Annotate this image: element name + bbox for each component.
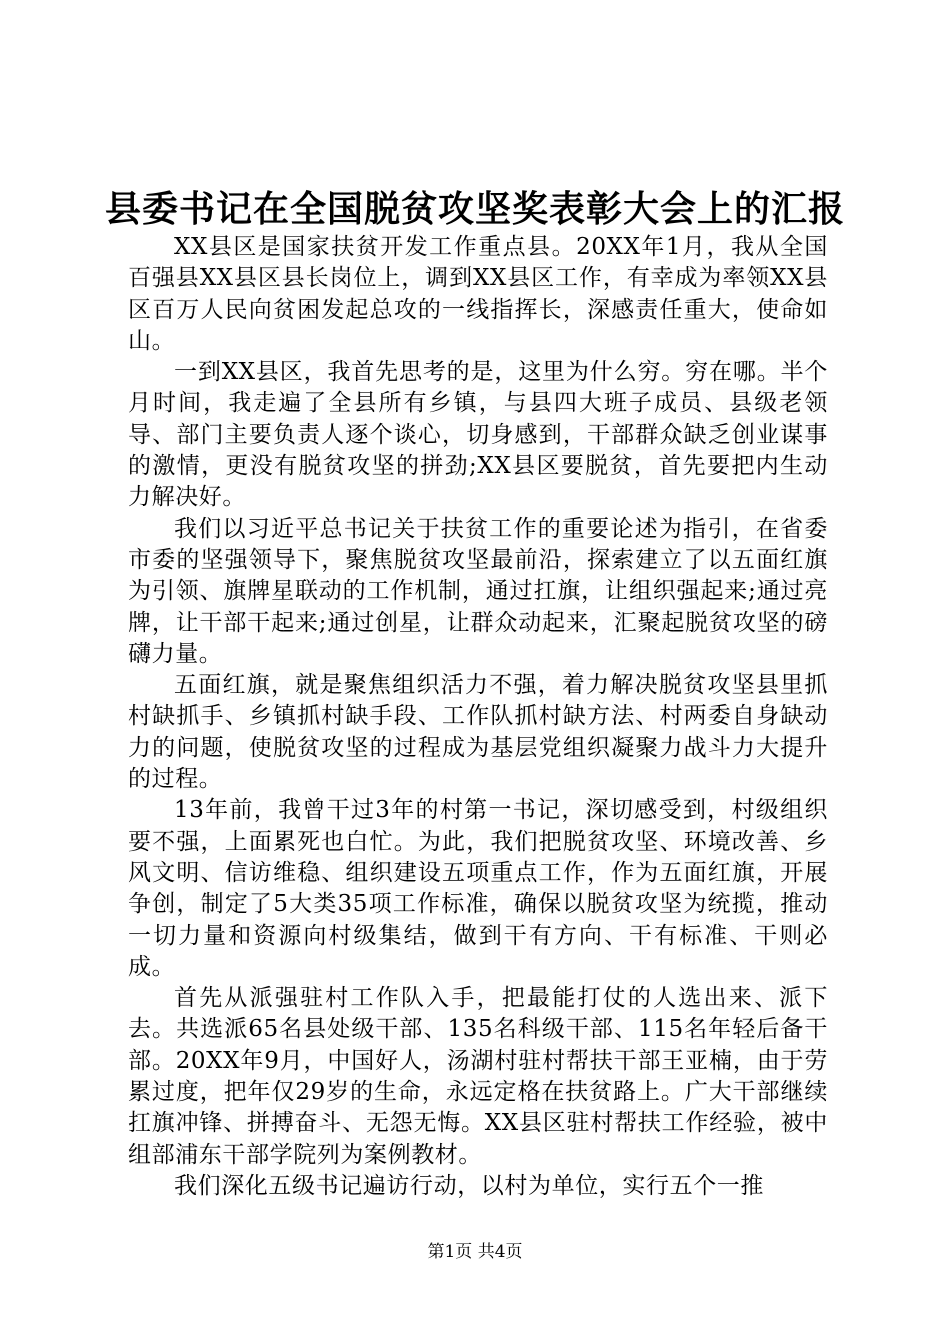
paragraph: 五面红旗，就是聚焦组织活力不强，着力解决脱贫攻坚县里抓村缺抓手、乡镇抓村缺手段、工作队抓村缺方法、村两委自身缺动力的问题，使脱贫攻坚的过程成为基层党组织凝聚力战斗力大提升的过程。 bbox=[128, 672, 828, 793]
paragraph: 一到XX县区，我首先思考的是，这里为什么穷。穷在哪。半个月时间，我走遍了全县所有乡镇，与县四大班子成员、县级老领导、部门主要负责人逐个谈心，切身感到，干部群众缺乏创业谋事的激情，更没有脱贫攻坚的拼劲;XX县区要脱贫，首先要把内生动力解决好。 bbox=[128, 359, 828, 511]
paragraph: 首先从派强驻村工作队入手，把最能打仗的人选出来、派下去。共选派65名县处级干部、135名科级干部、115名年轻后备干部。20XX年9月，中国好人，汤湖村驻村帮扶干部王亚楠，由于劳累过度，把年仅29岁的生命，永远定格在扶贫路上。广大干部继续扛旗冲锋、拼搏奋斗、无怨无悔。XX县区驻村帮扶工作经验，被中组部浦东干部学院列为案例教材。 bbox=[128, 985, 828, 1168]
paragraph: XX县区是国家扶贫开发工作重点县。20XX年1月，我从全国百强县XX县区县长岗位上，调到XX县区工作，有幸成为率领XX县区百万人民向贫困发起总攻的一线指挥长，深感责任重大，使命如山。 bbox=[128, 234, 828, 354]
paragraph: 我们以习近平总书记关于扶贫工作的重要论述为指引，在省委市委的坚强领导下，聚焦脱贫攻坚最前沿，探索建立了以五面红旗为引领、旗牌星联动的工作机制，通过扛旗，让组织强起来;通过亮牌，让干部干起来;通过创星，让群众动起来，汇聚起脱贫攻坚的磅礴力量。 bbox=[128, 515, 828, 667]
document-body bbox=[128, 232, 828, 1202]
paragraph: 13年前，我曾干过3年的村第一书记，深切感受到，村级组织要不强，上面累死也白忙。为此，我们把脱贫攻坚、环境改善、乡风文明、信访维稳、组织建设五项重点工作，作为五面红旗，开展争创，制定了5大类35项工作标准，确保以脱贫攻坚为统揽，推动一切力量和资源向村级集结，做到干有方向、干有标准、干则必成。 bbox=[128, 797, 828, 980]
document-title: 县委书记在全国脱贫攻坚奖表彰大会上的汇报 bbox=[104, 188, 845, 230]
paragraph: 我们深化五级书记遍访行动，以村为单位，实行五个一推 bbox=[174, 1172, 764, 1199]
page-footer: 第1页 共4页 bbox=[427, 1242, 523, 1262]
